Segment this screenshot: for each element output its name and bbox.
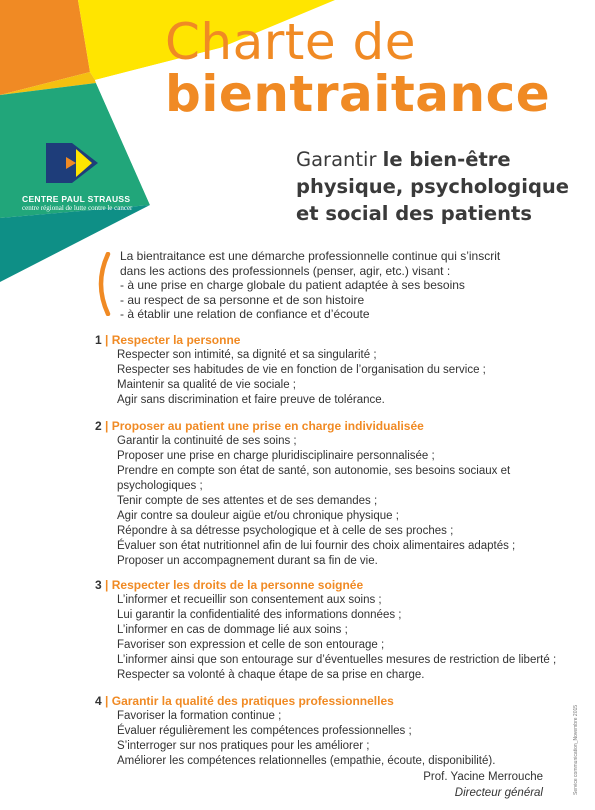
list-item: Garantir la continuité de ses soins ; <box>117 435 297 447</box>
list-item: psychologiques ; <box>117 480 203 492</box>
list-item: Tenir compte de ses attentes et de ses demandes ; <box>117 495 378 507</box>
list-item: Agir contre sa douleur aigüe et/ou chronique physique ; <box>117 510 399 522</box>
page-title-line2: bientraitance <box>165 65 551 123</box>
list-item: L’informer ainsi que son entourage sur d’éventuelles mesures de restriction de liberté ; <box>117 654 557 666</box>
intro-line: - à établir une relation de confiance et d’écoute <box>120 307 370 321</box>
list-item: Répondre à sa détresse psychologique et à celle de ses proches ; <box>117 525 454 537</box>
section-heading <box>95 694 565 709</box>
intro-paragraph <box>120 249 580 322</box>
section-4 <box>95 694 565 769</box>
subtitle <box>296 146 569 227</box>
section-number: 3 <box>95 578 102 592</box>
list-item: Respecter sa volonté à chaque étape de sa prise en charge. <box>117 669 425 681</box>
list-item: Maintenir sa qualité de vie sociale ; <box>117 379 296 391</box>
section-2 <box>95 419 565 569</box>
section-1 <box>95 333 565 408</box>
logo-name: CENTRE PAUL STRAUSS <box>22 194 131 204</box>
list-item: Évaluer son état nutritionnel afin de lui fournir des choix alimentaires adaptés ; <box>117 540 516 552</box>
list-item: L’informer et recueillir son consentement aux soins ; <box>117 594 382 606</box>
list-item: Proposer une prise en charge pluridisciplinaire personnalisée ; <box>117 450 435 462</box>
logo-icon <box>46 143 98 185</box>
subtitle-line3: et social des patients <box>296 202 532 225</box>
section-title: Respecter la personne <box>111 333 241 347</box>
section-separator: | <box>105 694 109 708</box>
subtitle-line2: physique, psychologique <box>296 175 570 198</box>
list-item: Respecter ses habitudes de vie en fonction de l’organisation du service ; <box>117 364 486 376</box>
section-heading <box>95 333 565 348</box>
list-item: L’informer en cas de dommage lié aux soins ; <box>117 624 348 636</box>
signature-role: Directeur général <box>454 787 543 799</box>
section-number: 4 <box>95 694 102 708</box>
section-title: Respecter les droits de la personne soignée <box>111 578 364 592</box>
section-number: 1 <box>95 333 102 347</box>
section-separator: | <box>105 333 109 347</box>
list-item: Lui garantir la confidentialité des informations données ; <box>117 609 402 621</box>
intro-line: La bientraitance est une démarche professionnelle continue qui s’inscrit <box>120 249 501 263</box>
list-item: Prendre en compte son état de santé, son autonomie, ses besoins sociaux et <box>117 465 511 477</box>
page-title-line1: Charte de <box>165 13 417 71</box>
list-item: Améliorer les compétences relationnelles (empathie, écoute, disponibilité). <box>117 755 496 767</box>
intro-line: - au respect de sa personne et de son histoire <box>120 292 365 307</box>
list-item: Proposer un accompagnement durant sa fin de vie. <box>117 555 378 567</box>
section-separator: | <box>105 578 109 592</box>
intro-line: - à une prise en charge globale du patient adaptée à ses besoins <box>120 278 465 292</box>
list-item: S’interroger sur nos pratiques pour les améliorer ; <box>117 740 370 752</box>
section-separator: | <box>105 419 109 433</box>
section-heading <box>95 419 565 434</box>
subtitle-prefix: Garantir <box>296 148 383 171</box>
logo-tagline: centre régional de lutte contre le cancer <box>22 204 133 212</box>
list-item: Favoriser la formation continue ; <box>117 710 282 722</box>
parenthesis-decoration <box>94 252 112 316</box>
list-item: Respecter son intimité, sa dignité et sa singularité ; <box>117 349 377 361</box>
footer-vertical-text: Service communication_Novembre 2015 <box>573 704 579 795</box>
subtitle-bold: le bien-être <box>382 148 511 171</box>
section-title: Garantir la qualité des pratiques professionnelles <box>111 694 394 708</box>
signature-name: Prof. Yacine Merrouche <box>423 771 543 783</box>
intro-line: dans les actions des professionnels (penser, agir, etc.) visant : <box>120 263 451 278</box>
section-title: Proposer au patient une prise en charge individualisée <box>111 419 424 433</box>
subtitle-line1 <box>296 146 569 173</box>
list-item: Favoriser son expression et celle de son entourage ; <box>117 639 385 651</box>
list-item: Agir sans discrimination et faire preuve de tolérance. <box>117 394 385 406</box>
section-number: 2 <box>95 419 102 433</box>
section-3 <box>95 578 565 683</box>
section-heading <box>95 578 565 593</box>
list-item: Évaluer régulièrement les compétences professionnelles ; <box>117 725 412 737</box>
